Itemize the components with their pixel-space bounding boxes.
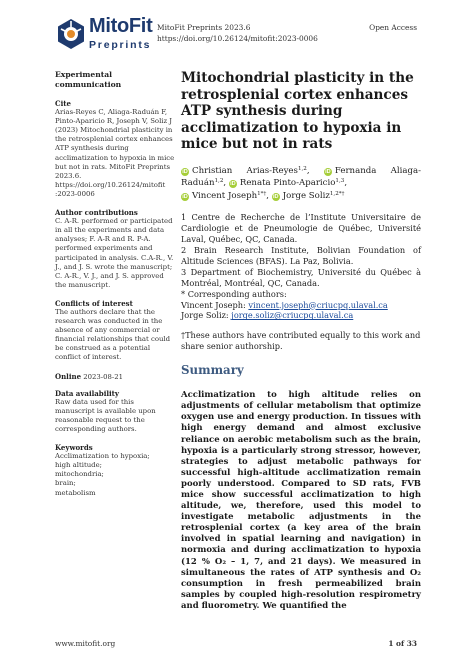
data-availability-label: Data availability xyxy=(55,388,119,398)
article-type: Experimental communication xyxy=(55,70,122,89)
author[interactable]: iD Jorge Soliz$^{1,2*\dagger}$ xyxy=(272,190,345,201)
summary-heading: Summary xyxy=(181,363,244,378)
affiliation: 1 Centre de Recherche de l’Institute Universitaire de Cardiologie et de Pneumologie de Québec, Université Laval, Québec, QC, Canada. xyxy=(181,212,421,245)
orcid-icon: iD xyxy=(182,168,188,175)
article-main xyxy=(181,70,421,612)
cite-label: Cite xyxy=(55,99,71,108)
keywords-label: Keywords xyxy=(55,443,93,453)
corresponding-row: Jorge Soliz: jorge.soliz@criucpq.ulaval.ca xyxy=(181,310,354,321)
online-date-row xyxy=(55,372,175,382)
article-info-sidebar xyxy=(55,70,175,498)
summary-text: Acclimatization to high altitude relies on adjustments of cellular metabolism that optimize oxygen use and energy production. In tissues with high energy demand and almost exclusive reliance on aerobic metabolism such as the brain, hypoxia is a particularly strong stressor, however, strategies to adjust metabolic pathways for successful high-altitude acclimatization remain poorly understood. Compared to SD rats, FVB mice show successful acclimatization to high altitude, we, therefore, used this model to investigate metabolic adjustments in the retrosplenial cortex (a key area of the brain involved in spatial learning and navigation) in normoxia and during acclimatization to hypoxia (12 % O₂ – 1, 7, and 21 days). We measured in simultaneous the rates of ATP synthesis and O₂ consumption in fresh permeabilized brain samples by coupled high-resolution respirometry and fluorometry. We quantified the xyxy=(181,390,421,611)
contributions-text: C. A-R. performed or participated in all the experiments and data analyses; F. A-R and R. P-A. performed experiments and participated in analysis. C.A-R., V. J., and J. S. wrote the manuscript; C. A-R., V. J., and J. S. approved the manuscript. xyxy=(55,217,174,289)
online-date: 2023-08-21 xyxy=(83,372,123,381)
conflicts-text: The authors declare that the research was conducted in the absence of any commercial or financial relationships that could be construed as a potential conflict of interest. xyxy=(55,307,171,362)
email-link[interactable]: jorge.soliz@criucpq.ulaval.ca xyxy=(231,310,354,321)
article-title: Mitochondrial plasticity in the retrosplenial cortex enhances ATP synthesis during acclimatization to hypoxia in mice but not in rats xyxy=(181,70,414,152)
orcid-icon: iD xyxy=(230,181,236,188)
affiliations xyxy=(181,212,421,288)
logo-text-mitofit: MitoFit xyxy=(89,15,153,37)
corresponding-authors xyxy=(181,289,421,322)
keyword-item: Acclimatization to hypoxia; xyxy=(55,452,150,461)
doi-link[interactable]: https://doi.org/10.26124/mitofit:2023-0006 xyxy=(157,34,318,43)
corresponding-label: * Corresponding authors: xyxy=(181,288,287,299)
mitofit-logo[interactable] xyxy=(55,17,155,51)
equal-contribution-note: †These authors have contributed equally to this work and share senior authorship. xyxy=(181,330,421,352)
email-link[interactable]: vincent.joseph@criucpq.ulaval.ca xyxy=(248,299,388,310)
author-list xyxy=(181,165,421,203)
contributions-label: Author contributions xyxy=(55,208,138,218)
author[interactable]: iD Christian Arias-Reyes$^{1,2}$, xyxy=(182,165,310,176)
keyword-item: brain; xyxy=(55,479,76,488)
corresponding-row: Vincent Joseph: vincent.joseph@criucpq.ulaval.ca xyxy=(181,299,388,310)
journal-name: MitoFit Preprints 2023.6 xyxy=(157,23,251,32)
affiliation: 2 Brain Research Institute, Bolivian Foundation of Altitude Sciences (BFAS). La Paz, Bolivia. xyxy=(181,245,421,266)
open-access-label: Open Access xyxy=(369,23,417,32)
keyword-item: metabolism xyxy=(55,488,96,497)
affiliation: 3 Department of Biochemistry, Université du Québec à Montréal, Montréal, QC, Canada. xyxy=(181,266,421,288)
citation-text: Arias-Reyes C, Aliaga-Raduán F, Pinto-Aparicio R, Joseph V, Soliz J (2023) Mitochondrial plasticity in the retrosplenial cortex enhances ATP synthesis during acclimatization to hypoxia in mice but not in rats. MitoFit Preprints 2023.6. https://doi.org/10.26124/mitofit :2023-0006 xyxy=(55,108,175,198)
orcid-icon: iD xyxy=(272,193,279,200)
footer-website-link[interactable]: www.mitofit.org xyxy=(55,639,116,648)
mitofit-logo-icon xyxy=(55,17,87,51)
author[interactable]: iD Vincent Joseph$^{1*\dagger}$, xyxy=(182,190,269,201)
online-label: Online xyxy=(55,371,82,381)
author[interactable]: iD Fernanda Aliaga-Raduán$^{1,2}$, xyxy=(181,165,421,189)
author[interactable]: iD Renata Pinto-Aparicio$^{1,3}$, xyxy=(230,178,348,189)
orcid-icon: iD xyxy=(325,168,331,175)
data-availability-text: Raw data used for this manuscript is available upon reasonable request to the corresponding authors. xyxy=(55,397,156,433)
keyword-item: high altitude; xyxy=(55,461,102,470)
keyword-item: mitochondria; xyxy=(55,470,104,479)
conflicts-label: Conflicts of interest xyxy=(55,298,133,308)
page-number: 1 of 33 xyxy=(388,639,417,648)
logo-text-preprints: Preprints xyxy=(89,39,152,51)
orcid-icon: iD xyxy=(182,193,188,200)
